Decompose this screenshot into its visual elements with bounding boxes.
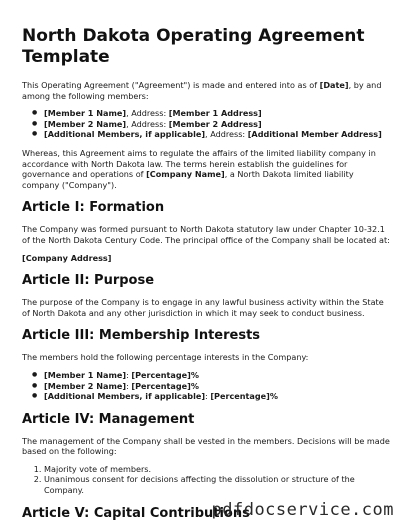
separator: , Address:: [205, 129, 248, 140]
whereas-paragraph: [22, 148, 390, 190]
list-item: 1. Majority vote of members.: [44, 464, 390, 475]
article1-text: The Company was formed pursuant to North Dakota statutory law under Chapter 10-32.1 of the North Dakota Century Code. The principal office of the Company shall be located at:: [22, 224, 390, 245]
intro-text-end: , by and among the following members:: [22, 80, 382, 101]
whereas-text-end: , a North Dakota limited liability company ("Company").: [22, 169, 354, 190]
list-item: [44, 108, 390, 119]
whereas-text: Whereas, this Agreement aims to regulate the affairs of the limited liability company in accordance with North Dakota law. The terms herein establish the guidelines for governance and operations of: [22, 147, 376, 180]
member-name: [Member 1 Name]: [44, 369, 127, 380]
intro-text: This Operating Agreement ("Agreement") is made and entered into as of: [22, 80, 320, 90]
members-list: [22, 108, 390, 140]
company-name-placeholder: [Company Name]: [146, 169, 225, 180]
list-item: [44, 119, 390, 130]
list-item: 2. Unanimous consent for decisions affecting the dissolution or structure of the Company.: [44, 474, 390, 495]
member-name: [Additional Members, if applicable]: [44, 391, 206, 402]
article4-heading: Article IV: Management: [22, 411, 195, 427]
interests-list: [22, 370, 390, 402]
separator: , Address:: [126, 108, 169, 119]
member-name: [Member 2 Name]: [44, 380, 127, 391]
company-address-placeholder: [Company Address]: [22, 252, 112, 263]
member-name: [Member 2 Name]: [44, 118, 127, 129]
percentage-placeholder: [Percentage]%: [131, 369, 199, 380]
percentage-placeholder: [Percentage]%: [131, 380, 199, 391]
article3-heading: Article III: Membership Interests: [22, 328, 261, 344]
member-address: [Member 2 Address]: [168, 118, 262, 129]
article4-text: The management of the Company shall be vested in the members. Decisions will be made based on the following:: [22, 435, 390, 457]
member-name: [Member 1 Name]: [44, 108, 127, 119]
management-list: [22, 464, 390, 496]
member-address: [Additional Member Address]: [247, 129, 382, 140]
article2-heading: Article II: Purpose: [22, 273, 155, 289]
list-item: [44, 391, 390, 402]
separator: :: [205, 391, 211, 402]
separator: :: [126, 380, 132, 391]
percentage-placeholder: [Percentage]%: [210, 391, 278, 402]
date-placeholder: [Date]: [319, 80, 349, 90]
member-name: [Additional Members, if applicable]: [44, 129, 206, 140]
article2-text: The purpose of the Company is to engage in any lawful business activity within the State of North Dakota and any other jurisdiction in which it may seek to conduct business.: [22, 297, 384, 318]
list-item: [44, 129, 390, 140]
separator: :: [126, 369, 132, 380]
list-item: [44, 381, 390, 392]
separator: , Address:: [126, 118, 169, 129]
article5-heading: Article V: Capital Contributions: [22, 505, 250, 521]
article1-heading: Article I: Formation: [22, 200, 165, 216]
article1-address: [22, 253, 390, 264]
list-item: [44, 370, 390, 381]
document-title: North Dakota Operating Agreement Template: [22, 26, 365, 67]
intro-paragraph: [22, 80, 390, 101]
member-address: [Member 1 Address]: [168, 108, 262, 119]
document-page: [22, 26, 390, 530]
article3-text: The members hold the following percentage interests in the Company:: [22, 352, 309, 363]
watermark: pdfdocservice.com: [211, 500, 394, 520]
